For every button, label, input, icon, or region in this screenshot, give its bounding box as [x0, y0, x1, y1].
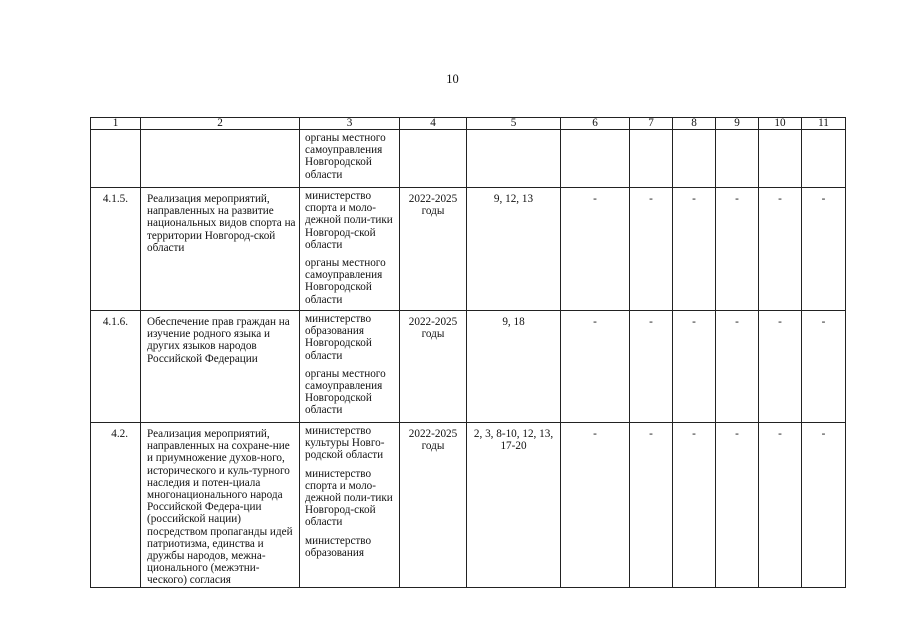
value-cell: - — [630, 188, 673, 311]
value-cell — [673, 130, 716, 188]
value-cell: - — [802, 188, 846, 311]
column-header: 10 — [759, 118, 802, 130]
value-cell: - — [716, 423, 759, 588]
row-number — [91, 130, 141, 188]
indicators: 9, 12, 13 — [467, 188, 561, 311]
column-header: 1 — [91, 118, 141, 130]
executor: министерство спорта и моло-дежной поли-тики Новгород-ской области — [305, 190, 393, 251]
column-header: 3 — [300, 118, 400, 130]
row-number: 4.1.5. — [91, 188, 141, 311]
executor: министерство образования Новгородской области — [305, 313, 372, 362]
column-header: 11 — [802, 118, 846, 130]
value-cell: - — [561, 311, 630, 423]
period: 2022-2025 годы — [400, 188, 467, 311]
value-cell: - — [673, 423, 716, 588]
value-cell: - — [561, 423, 630, 588]
executors-cell — [300, 423, 400, 588]
table-header-row — [91, 118, 846, 130]
column-header: 2 — [141, 118, 300, 130]
page-number: 10 — [446, 72, 459, 86]
value-cell — [759, 130, 802, 188]
column-header: 7 — [630, 118, 673, 130]
value-cell: - — [802, 311, 846, 423]
measure-name: Реализация мероприятий, направленных на сохране-ние и приумножение духов-ного, исторического и куль-турного наследия и потен-циала многонационального народа Российской Федера-ции (российской нации) посредством пропаганды идей патриотизма, единства и дружбы народов, межна-ционального (межэтни-ческого) согласия — [141, 423, 300, 588]
period — [400, 130, 467, 188]
value-cell: - — [759, 423, 802, 588]
value-cell: - — [630, 423, 673, 588]
table-row — [91, 188, 846, 311]
column-header: 8 — [673, 118, 716, 130]
executor: министерство культуры Новго-родской области — [305, 425, 385, 462]
value-cell: - — [630, 311, 673, 423]
table-row — [91, 423, 846, 588]
executor: органы местного самоуправления Новгородской области — [305, 367, 386, 417]
executor: министерство образования — [305, 534, 372, 559]
table-row — [91, 130, 846, 188]
column-header: 6 — [561, 118, 630, 130]
executor: органы местного самоуправления Новгородской области — [305, 132, 386, 181]
indicators: 2, 3, 8-10, 12, 13, 17-20 — [467, 423, 561, 588]
measure-name: Реализация мероприятий, направленных на развитие национальных видов спорта на территории Новгород-ской области — [141, 188, 300, 311]
executors-cell — [300, 188, 400, 311]
value-cell — [630, 130, 673, 188]
period: 2022-2025 годы — [400, 423, 467, 588]
column-header: 4 — [400, 118, 467, 130]
value-cell — [802, 130, 846, 188]
executors-cell — [300, 130, 400, 188]
value-cell: - — [673, 188, 716, 311]
column-header: 9 — [716, 118, 759, 130]
value-cell: - — [759, 188, 802, 311]
row-number: 4.1.6. — [91, 311, 141, 423]
value-cell — [716, 130, 759, 188]
value-cell: - — [759, 311, 802, 423]
executors-cell — [300, 311, 400, 423]
indicators: 9, 18 — [467, 311, 561, 423]
period: 2022-2025 годы — [400, 311, 467, 423]
measure-name — [141, 130, 300, 188]
row-number: 4.2. — [91, 423, 141, 588]
value-cell: - — [802, 423, 846, 588]
indicators — [467, 130, 561, 188]
executor: министерство спорта и моло-дежной поли-тики Новгород-ской области — [305, 467, 393, 529]
value-cell: - — [716, 188, 759, 311]
executor: органы местного самоуправления Новгородской области — [305, 257, 386, 306]
measure-name: Обеспечение прав граждан на изучение родного языка и других языков народов Российской Федерации — [141, 311, 300, 423]
value-cell: - — [716, 311, 759, 423]
value-cell: - — [561, 188, 630, 311]
table-row — [91, 311, 846, 423]
value-cell: - — [673, 311, 716, 423]
column-header: 5 — [467, 118, 561, 130]
value-cell — [561, 130, 630, 188]
measures-table — [90, 117, 846, 588]
